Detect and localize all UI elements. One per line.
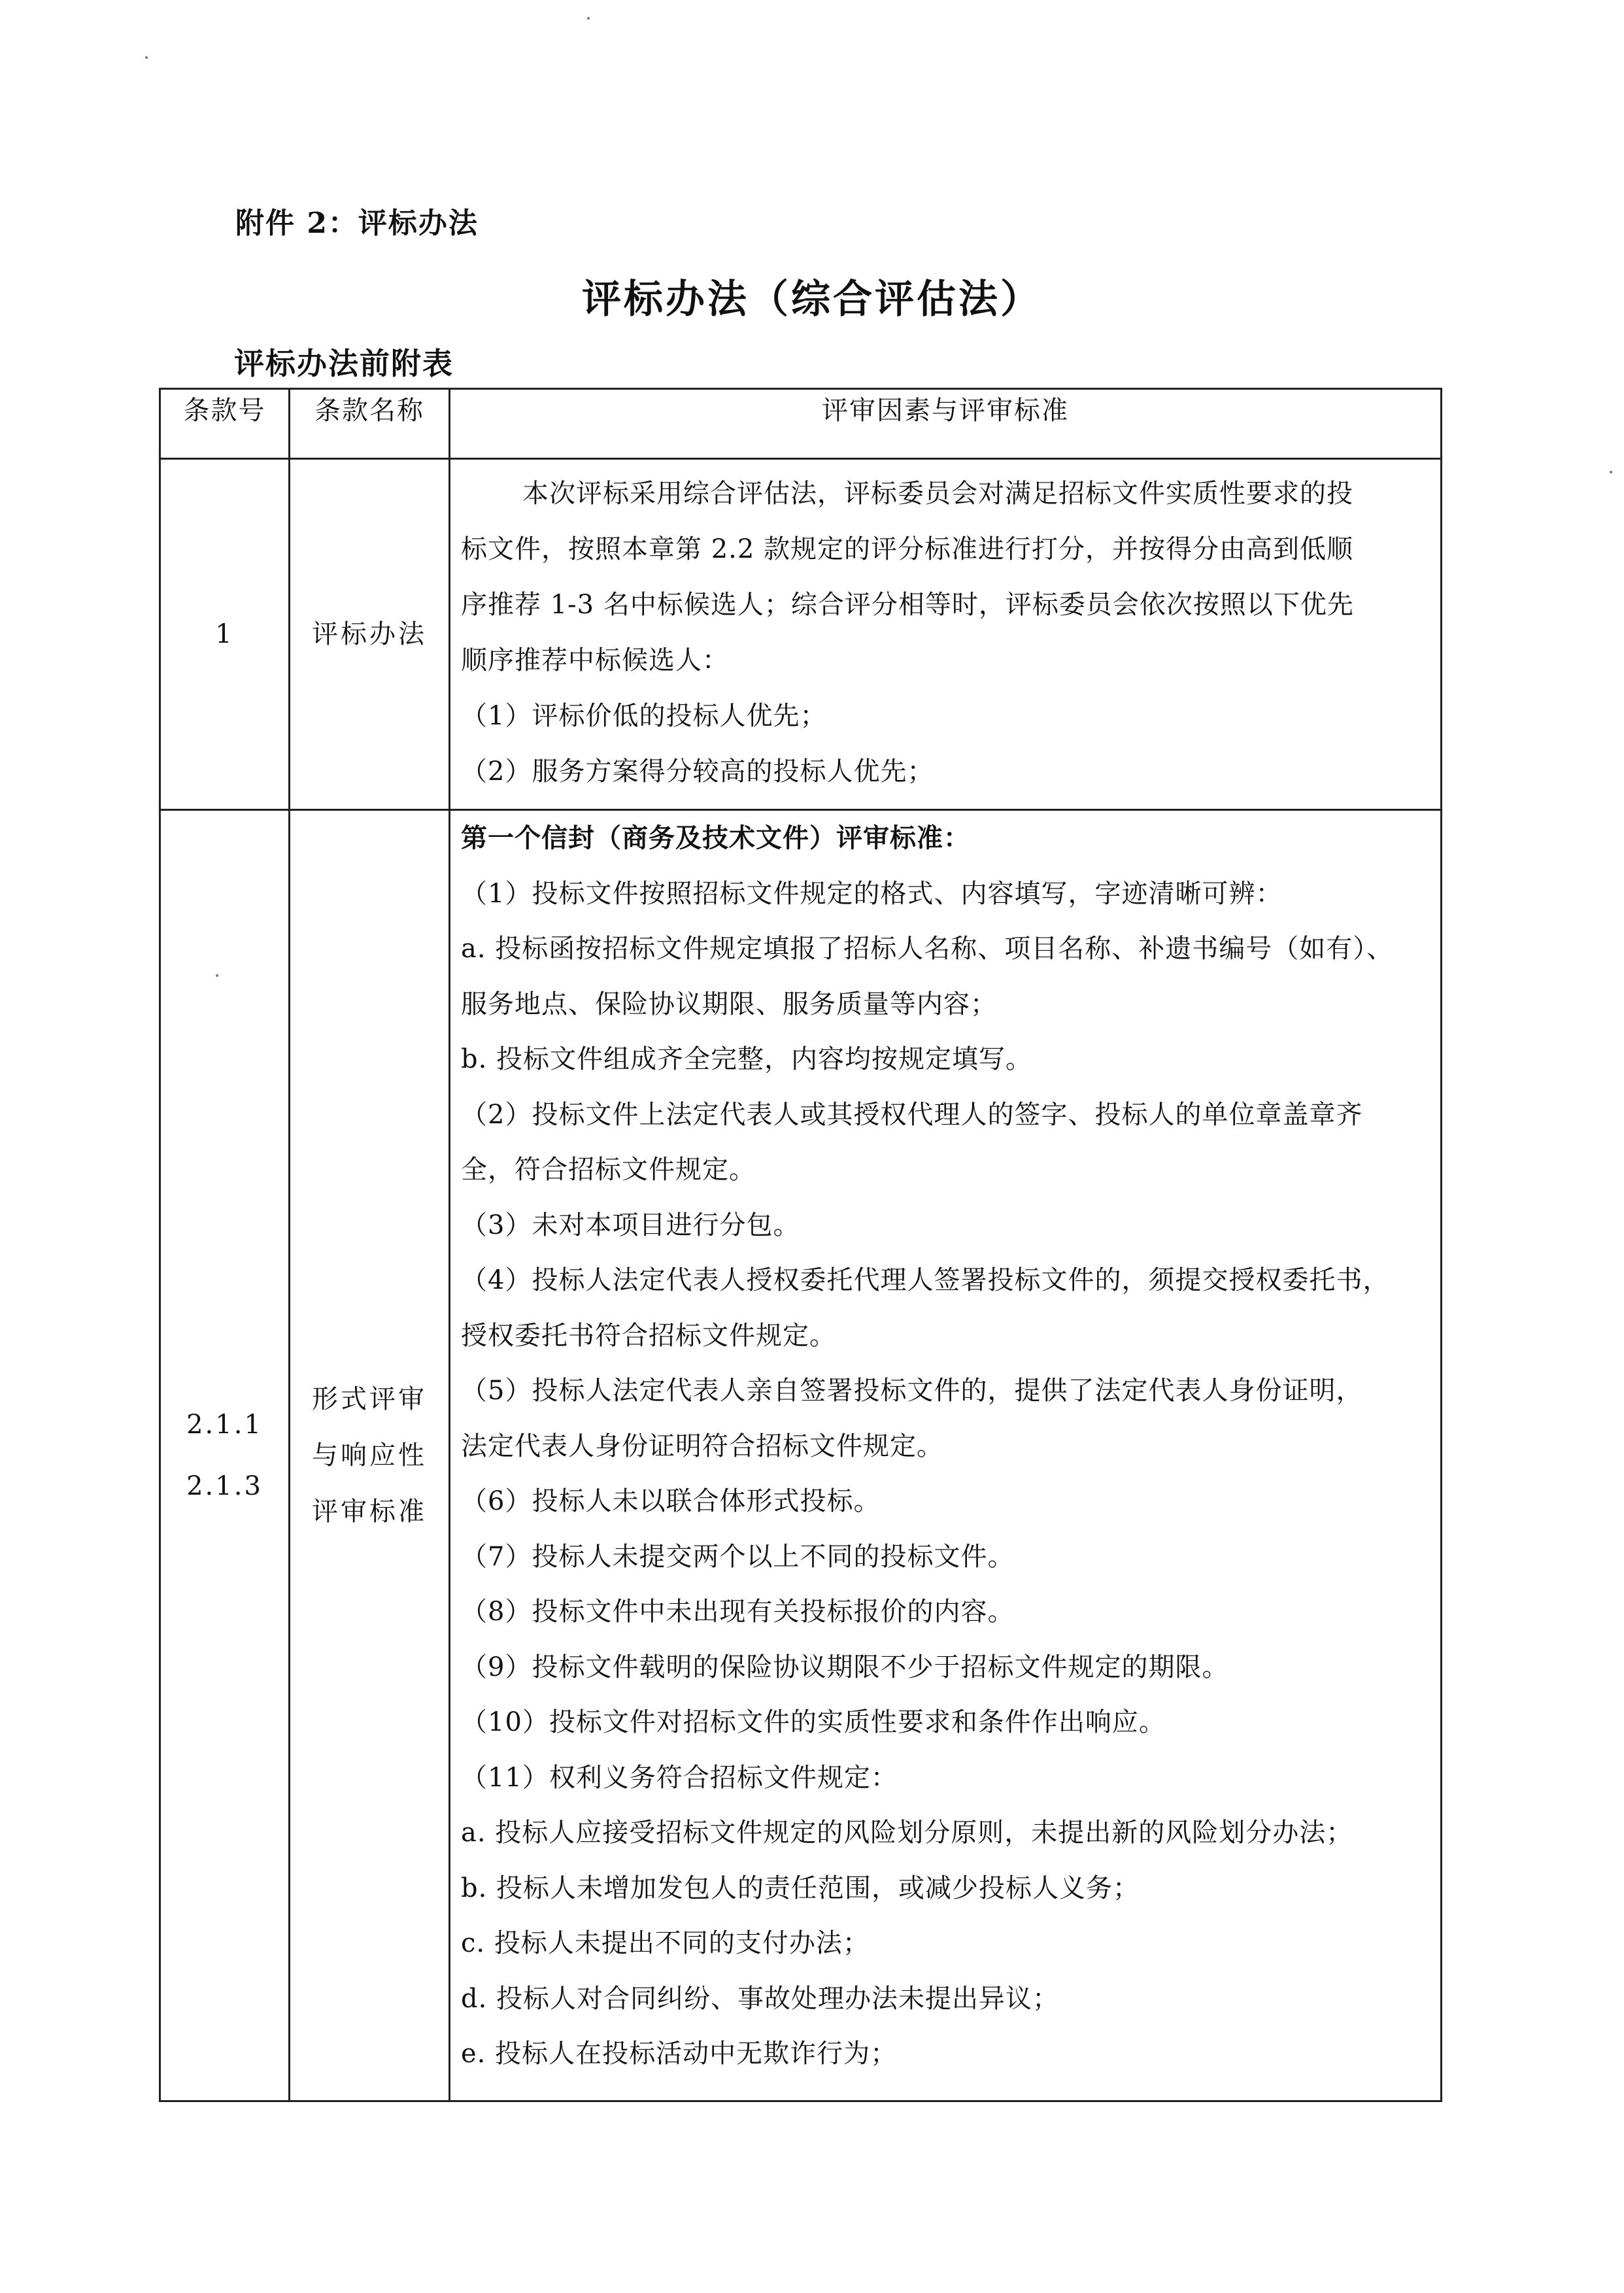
criteria-line: （6）投标人未以联合体形式投标。 <box>461 1486 881 1516</box>
criteria-line: 序推荐 1-3 名中标候选人；综合评分相等时，评标委员会依次按照以下优先 <box>461 590 1354 620</box>
header-criteria: 评审因素与评审标准 <box>450 389 1442 459</box>
clause-no-cell <box>160 459 290 810</box>
clause-name-cell <box>290 459 450 810</box>
clause-name-line: 与响应性 <box>312 1440 427 1470</box>
clause-no-cell <box>160 810 290 2101</box>
scan-speck <box>587 17 590 20</box>
table-header-row <box>160 389 1442 459</box>
criteria-line: （9）投标文件载明的保险协议期限不少于招标文件规定的期限。 <box>461 1652 1229 1682</box>
criteria-line: （4）投标人法定代表人授权委托代理人签署投标文件的，须提交授权委托书， <box>461 1265 1390 1295</box>
criteria-line: 服务地点、保险协议期限、服务质量等内容； <box>461 989 997 1019</box>
criteria-line: a. 投标人应接受招标文件规定的风险划分原则，未提出新的风险划分办法； <box>461 1818 1353 1848</box>
criteria-line: （2）服务方案得分较高的投标人优先； <box>461 756 934 787</box>
criteria-line: 全，符合招标文件规定。 <box>461 1155 756 1185</box>
header-clause-no: 条款号 <box>160 389 290 459</box>
criteria-line: c. 投标人未提出不同的支付办法； <box>461 1928 870 1958</box>
clause-no: 2.1.1 <box>186 1410 263 1440</box>
clause-no: 2.1.3 <box>186 1471 263 1501</box>
evaluation-table <box>159 388 1442 2102</box>
criteria-line: 本次评标采用综合评估法，评标委员会对满足招标文件实质性要求的投 <box>522 479 1353 509</box>
criteria-line: （7）投标人未提交两个以上不同的投标文件。 <box>461 1541 1015 1572</box>
criteria-line: 授权委托书符合招标文件规定。 <box>461 1320 836 1351</box>
criteria-cell <box>450 459 1442 810</box>
criteria-line: d. 投标人对合同纠纷、事故处理办法未提出异议； <box>461 1983 1060 2014</box>
attachment-label: 附件 2：评标办法 <box>235 207 479 240</box>
scan-speck <box>1610 471 1612 473</box>
table-row <box>160 810 1442 2101</box>
table-caption: 评标办法前附表 <box>234 346 454 381</box>
criteria-line: （11）权利义务符合招标文件规定： <box>461 1762 898 1793</box>
criteria-line: 法定代表人身份证明符合招标文件规定。 <box>461 1431 943 1461</box>
criteria-line: （1）投标文件按照招标文件规定的格式、内容填写，字迹清晰可辨： <box>461 878 1283 909</box>
clause-name-line: 评审标准 <box>312 1497 427 1527</box>
criteria-line: b. 投标文件组成齐全完整，内容均按规定填写。 <box>461 1044 1033 1074</box>
document-title: 评标办法（综合评估法） <box>582 277 1042 322</box>
criteria-line: （1）评标价低的投标人优先； <box>461 701 827 731</box>
clause-name-cell <box>290 810 450 2101</box>
criteria-line: （10）投标文件对招标文件的实质性要求和条件作出响应。 <box>461 1707 1166 1737</box>
criteria-line: （2）投标文件上法定代表人或其授权代理人的签字、投标人的单位章盖章齐 <box>461 1099 1363 1130</box>
criteria-line: 顺序推荐中标候选人： <box>461 645 729 675</box>
criteria-line: a. 投标函按招标文件规定填报了招标人名称、项目名称、补遗书编号（如有）、 <box>461 934 1394 964</box>
scan-speck <box>145 56 148 59</box>
criteria-line: b. 投标人未增加发包人的责任范围，或减少投标人义务； <box>461 1873 1140 1903</box>
criteria-line: e. 投标人在投标活动中无欺诈行为； <box>461 2039 898 2069</box>
criteria-line: （3）未对本项目进行分包。 <box>461 1210 800 1240</box>
criteria-line: （8）投标文件中未出现有关投标报价的内容。 <box>461 1597 1015 1627</box>
criteria-line: （5）投标人法定代表人亲自签署投标文件的，提供了法定代表人身份证明， <box>461 1376 1363 1406</box>
clause-name: 评标办法 <box>312 619 427 649</box>
header-clause-name: 条款名称 <box>290 389 450 459</box>
clause-no: 1 <box>215 619 234 649</box>
criteria-line: 标文件，按照本章第 2.2 款规定的评分标准进行打分，并按得分由高到低顺 <box>461 534 1354 564</box>
criteria-cell <box>450 810 1442 2101</box>
clause-name-line: 形式评审 <box>312 1384 427 1414</box>
table-row <box>160 459 1442 810</box>
criteria-subheading: 第一个信封（商务及技术文件）评审标准： <box>461 823 970 853</box>
